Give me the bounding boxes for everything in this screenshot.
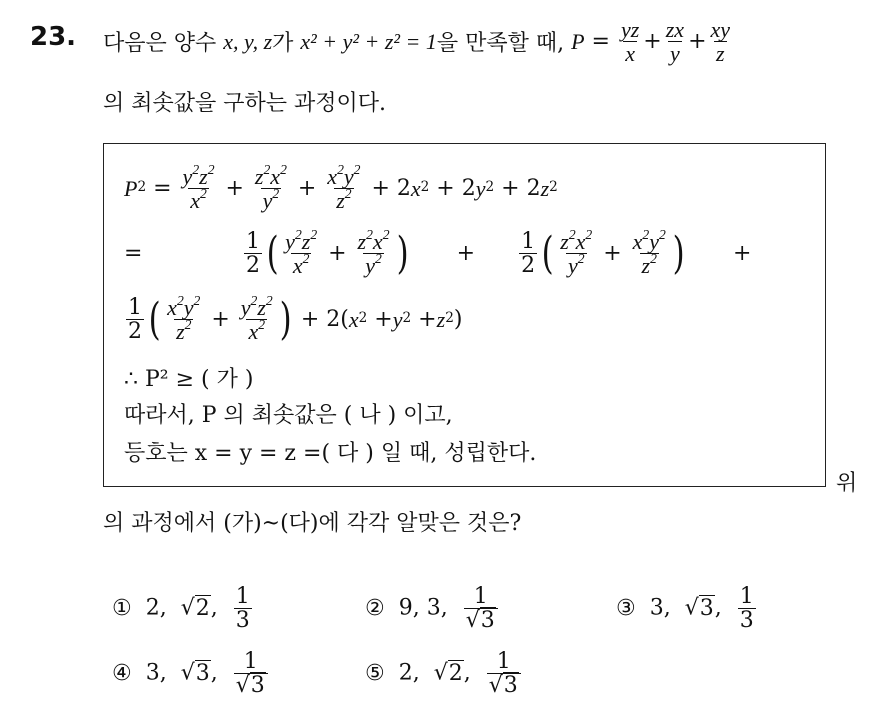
- box-line-therefore: ∴ P² ≥ ( 가 ): [124, 367, 254, 392]
- wi-text: 위: [836, 471, 858, 496]
- problem-number: 23.: [30, 22, 77, 52]
- box-line-p2: P $^2$ = $\frac{y^2z^2}{x^2}$ + $\frac{z^2x^2}{y^2}$ + $\frac{x^2y^2}{z^2}$ + 2 x $^2$ + 2 y $^2$ + 2 z $^2$: [124, 161, 558, 214]
- statement-P: P: [571, 28, 585, 54]
- option-5[interactable]: [365, 650, 523, 697]
- option-5-text: 2, √2, $\frac{1}{√3}$: [399, 650, 523, 697]
- box-line-eq2: = $\frac{1}{2}$ ( $\frac{y^2z^2}{x^2}$ + $\frac{z^2x^2}{y^2}$ ) + $\frac{1}{2}$ ( $\frac{z^2x^2}{y^2}$ + $\frac{x^2y^2}{z^2}$ ) +: [124, 226, 752, 279]
- option-5-mark: ⑤: [365, 661, 385, 687]
- option-1-mark: ①: [112, 596, 132, 622]
- problem-statement-line1: 다음은 양수 x, y, z 가 x² + y² + z² = 1 을 만족할 때, P = $\frac{yz}{x}$ + $\frac{zx}{y}$ + $\frac{xy}{z}$: [103, 17, 731, 67]
- statement-vars: x, y, z: [223, 28, 273, 54]
- option-4[interactable]: [112, 650, 270, 697]
- option-3-mark: ③: [616, 596, 636, 622]
- option-2-mark: ②: [365, 596, 385, 622]
- box-line-minimum: 따라서, P 의 최솟값은 ( 나 ) 이고,: [124, 403, 453, 428]
- box-line-equality: 등호는 x = y = z =( 다 ) 일 때, 성립한다.: [124, 441, 537, 466]
- statement-constraint: x² + y² + z² = 1: [300, 28, 437, 54]
- frac-zx-y: $\frac{zx}{y}$: [665, 17, 685, 67]
- statement-prefix: 다음은 양수: [103, 31, 217, 57]
- statement-mid: 을 만족할 때,: [436, 31, 565, 57]
- option-2-text: 9, 3, $\frac{1}{√3}$: [399, 585, 500, 632]
- option-4-mark: ④: [112, 661, 132, 687]
- question-text: 의 과정에서 (가)~(다)에 각각 알맞은 것은?: [103, 511, 522, 536]
- frac-xy-z: $\frac{xy}{z}$: [710, 17, 731, 67]
- option-3[interactable]: [616, 585, 758, 632]
- option-1[interactable]: [112, 585, 254, 632]
- frac-yz-x: $\frac{yz}{x}$: [620, 17, 640, 67]
- statement-ga: 가: [272, 31, 294, 57]
- option-3-text: 3, √3, $\frac{1}{3}$: [649, 584, 754, 634]
- option-2[interactable]: [365, 585, 500, 632]
- option-4-text: 3, √3, $\frac{1}{√3}$: [146, 650, 270, 697]
- problem-statement-line2: 의 최솟값을 구하는 과정이다.: [103, 91, 386, 116]
- box-line-eq3: $\frac{1}{2}$ ( $\frac{x^2y^2}{z^2}$ + $\frac{y^2z^2}{x^2}$ ) + 2( x $^2$ + y $^2$ + z $^2$ ): [128, 292, 463, 345]
- option-1-text: 2, √2, $\frac{1}{3}$: [145, 584, 250, 634]
